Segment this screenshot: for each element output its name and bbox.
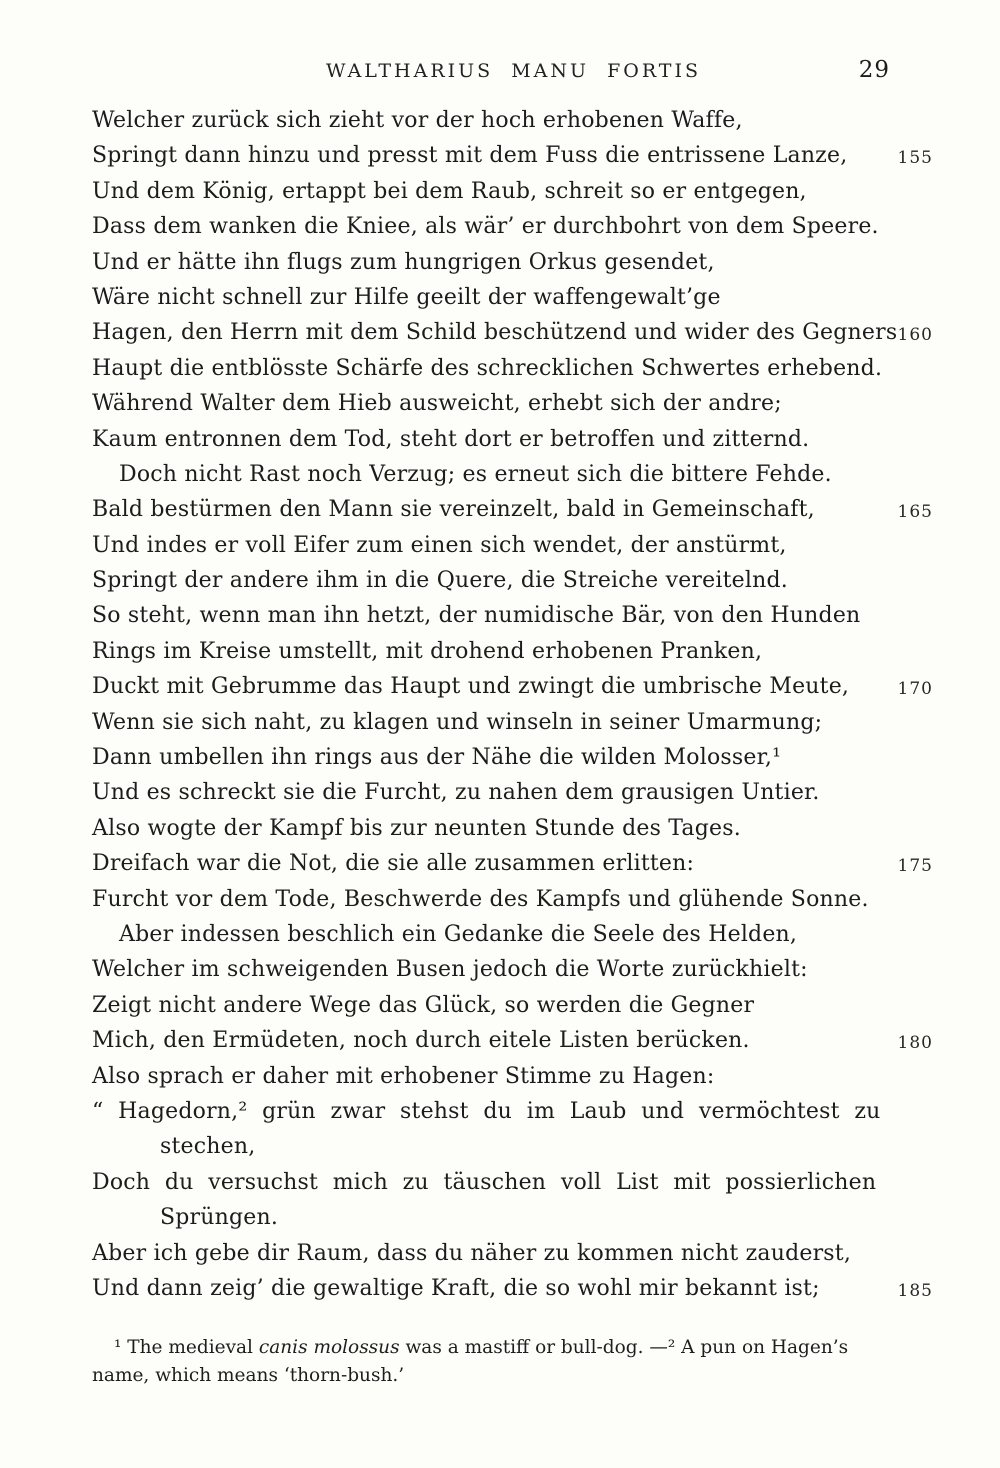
verse-line [92,179,935,214]
verse-line-text: Aber ich gebe dir Raum, dass du näher zu kommen nicht zauderst, [92,1240,852,1266]
verse-line-text: Doch du versuchst mich zu täuschen voll List mit possierlichen [92,1169,877,1195]
verse-line [92,1064,935,1099]
verse-line-text: Dass dem wanken die Kniee, als wär’ er durchbohrt von dem Speere. [92,214,879,240]
verse-lines [92,108,935,1311]
verse-line [92,533,935,568]
verse-line [92,957,935,992]
verse-line-number: 155 [897,148,933,169]
verse-line-text: Dreifach war die Not, die sie alle zusammen erlitten: [92,851,695,877]
verse-line-text: Und es schreckt sie die Furcht, zu nahen dem grausigen Untier. [92,780,820,806]
verse-line [92,1205,935,1240]
verse-line-text: Welcher im schweigenden Busen jedoch die Worte zurückhielt: [92,957,808,983]
verse-line-text: Also wogte der Kampf bis zur neunten Stunde des Tages. [92,815,741,841]
verse-line-text: Rings im Kreise umstellt, mit drohend erhobenen Pranken, [92,638,763,664]
verse-line-text: Während Walter dem Hieb ausweicht, erhebt sich der andre; [92,391,782,417]
verse-line [92,1276,935,1311]
verse-line [92,1134,935,1169]
verse-line [92,780,935,815]
verse-line-text: stechen, [160,1134,256,1160]
page-number: 29 [858,57,890,83]
verse-line [92,710,935,745]
verse-line [92,250,935,285]
verse-line [92,285,935,320]
verse-line-text: Doch nicht Rast noch Verzug; es erneut sich die bittere Fehde. [119,461,832,487]
verse-line [92,1170,935,1205]
verse-line [92,214,935,249]
page-header [92,57,935,90]
verse-line [92,993,935,1028]
verse-line-text: Springt der andere ihm in die Quere, die Streiche vereitelnd. [92,568,788,594]
verse-line-text: Und dem König, ertappt bei dem Raub, schreit so er entgegen, [92,178,807,204]
verse-line [92,497,935,532]
footnote-text-1: ¹ The medieval [114,1337,259,1358]
verse-line [92,568,935,603]
verse-line [92,427,935,462]
verse-line-text: Aber indessen beschlich ein Gedanke die Seele des Helden, [119,921,798,947]
verse-line-text: Springt dann hinzu und presst mit dem Fuss die entrissene Lanze, [92,143,848,169]
verse-line-text: Hagen, den Herrn mit dem Schild beschützend und wider des Gegners [92,320,898,346]
footnote-text-2: was a mastiff or bull-dog. —² A pun on Hagen’s name, which means ‘thorn-bush.’ [92,1337,849,1386]
verse-line-number: 165 [897,502,933,523]
verse-line-text: Wäre nicht schnell zur Hilfe geeilt der waffengewalt’ge [92,284,721,310]
verse-line-text: Furcht vor dem Tode, Beschwerde des Kampfs und glühende Sonne. [92,886,869,912]
verse-line [92,108,935,143]
verse-line-text: So steht, wenn man ihn hetzt, der numidische Bär, von den Hunden [92,603,861,629]
verse-line-text: Wenn sie sich naht, zu klagen und winseln in seiner Umarmung; [92,709,823,735]
verse-line-text: Bald bestürmen den Mann sie vereinzelt, bald in Gemeinschaft, [92,497,815,523]
verse-line-text: Haupt die entblösste Schärfe des schrecklichen Schwertes erhebend. [92,355,883,381]
verse-line-text: Zeigt nicht andere Wege das Glück, so werden die Gegner [92,992,755,1018]
verse-line-text: Dann umbellen ihn rings aus der Nähe die wilden Molosser,¹ [92,745,782,771]
verse-line [92,1241,935,1276]
verse-line-text: “ Hagedorn,² grün zwar stehst du im Laub und vermöchtest zu [92,1098,881,1124]
verse-line-text: Also sprach er daher mit erhobener Stimme zu Hagen: [92,1063,715,1089]
verse-line [92,1028,935,1063]
footnote [92,1334,887,1389]
verse-line [92,745,935,780]
verse-line-number: 170 [897,679,933,700]
verse-line [92,391,935,426]
verse-line-number: 175 [897,856,933,877]
verse-line [92,922,935,957]
verse-line-text: Und indes er voll Eifer zum einen sich wendet, der anstürmt, [92,532,787,558]
verse-line-text: Sprüngen. [160,1205,279,1231]
verse-line [92,851,935,886]
verse-line [92,356,935,391]
verse-line-text: Und dann zeig’ die gewaltige Kraft, die so wohl mir bekannt ist; [92,1275,820,1301]
verse-line-text: Mich, den Ermüdeten, noch durch eitele Listen berücken. [92,1028,750,1054]
verse-line-text: Kaum entronnen dem Tod, steht dort er betroffen und zitternd. [92,426,810,452]
verse-line-number: 180 [897,1033,933,1054]
verse-line-text: Und er hätte ihn flugs zum hungrigen Orkus gesendet, [92,249,715,275]
running-title: WALTHARIUS MANU FORTIS [326,60,701,82]
verse-line [92,639,935,674]
verse-line [92,674,935,709]
verse-line-text: Welcher zurück sich zieht vor der hoch erhobenen Waffe, [92,108,743,133]
footnote-latin-term: canis molossus [258,1337,400,1358]
verse-line [92,603,935,638]
verse-line-number: 160 [897,325,933,346]
verse-line [92,816,935,851]
verse-line [92,320,935,355]
verse-line-text: Duckt mit Gebrumme das Haupt und zwingt die umbrische Meute, [92,674,850,700]
verse-line [92,462,935,497]
verse-line [92,1099,935,1134]
verse-line [92,887,935,922]
verse-line [92,143,935,178]
verse-line-number: 185 [897,1280,933,1301]
